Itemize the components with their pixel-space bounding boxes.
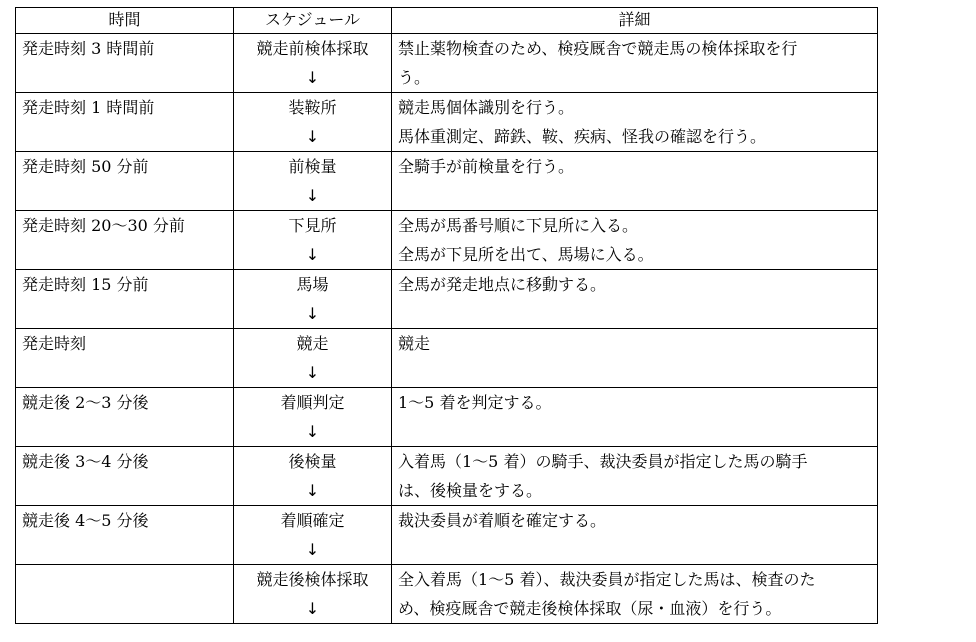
- table-row: [16, 329, 878, 388]
- detail-line: 全騎手が前検量を行う。: [398, 157, 575, 176]
- table-row: [16, 270, 878, 329]
- detail-line: 全馬が発走地点に移動する。: [398, 275, 607, 294]
- schedule-step-label: 下見所: [288, 216, 337, 235]
- schedule-step-label: 馬場: [296, 275, 329, 294]
- down-arrow-icon: ↓: [305, 540, 320, 559]
- time-cell: 発走時刻 1 時間前: [16, 93, 234, 152]
- schedule-cell: [234, 565, 392, 624]
- detail-cell: [392, 270, 878, 329]
- table-row: [16, 93, 878, 152]
- header-schedule: スケジュール: [234, 8, 392, 34]
- schedule-step-label: 前検量: [288, 157, 337, 176]
- detail-cell: [392, 388, 878, 447]
- down-arrow-icon: ↓: [305, 599, 320, 618]
- detail-line: 全入着馬（1～5 着）、裁決委員が指定した馬は、検査のた: [398, 570, 816, 589]
- detail-line: 入着馬（1～5 着）の騎手、裁決委員が指定した馬の騎手: [398, 452, 808, 471]
- down-arrow-icon: ↓: [305, 245, 320, 264]
- down-arrow-icon: ↓: [305, 127, 320, 146]
- detail-line: 馬体重測定、蹄鉄、鞍、疾病、怪我の確認を行う。: [398, 127, 767, 146]
- detail-cell: [392, 329, 878, 388]
- detail-cell: [392, 447, 878, 506]
- time-cell: 競走後 4～5 分後: [16, 506, 234, 565]
- header-row: [16, 8, 878, 34]
- schedule-cell: [234, 506, 392, 565]
- detail-cell: [392, 152, 878, 211]
- down-arrow-icon: ↓: [305, 422, 320, 441]
- down-arrow-icon: ↓: [305, 68, 320, 87]
- schedule-step-label: 着順判定: [280, 393, 345, 412]
- schedule-cell: [234, 93, 392, 152]
- down-arrow-icon: ↓: [305, 304, 320, 323]
- schedule-step-label: 着順確定: [280, 511, 345, 530]
- detail-line: 全馬が馬番号順に下見所に入る。: [398, 216, 639, 235]
- schedule-step-label: 装鞍所: [288, 98, 337, 117]
- time-cell: 発走時刻 20～30 分前: [16, 211, 234, 270]
- detail-cell: [392, 506, 878, 565]
- table-row: [16, 388, 878, 447]
- schedule-step-label: 競走後検体採取: [256, 570, 369, 589]
- time-cell: 発走時刻: [16, 329, 234, 388]
- time-cell: 競走後 3～4 分後: [16, 447, 234, 506]
- detail-line: は、後検量をする。: [398, 481, 543, 500]
- detail-line: 1～5 着を判定する。: [398, 393, 552, 412]
- schedule-cell: [234, 211, 392, 270]
- down-arrow-icon: ↓: [305, 363, 320, 382]
- detail-line: 競走馬個体識別を行う。: [398, 98, 575, 117]
- table-row: [16, 152, 878, 211]
- schedule-cell: [234, 329, 392, 388]
- table-row: [16, 211, 878, 270]
- detail-cell: [392, 34, 878, 93]
- down-arrow-icon: ↓: [305, 186, 320, 205]
- detail-line: 裁決委員が着順を確定する。: [398, 511, 607, 530]
- detail-line: 禁止薬物検査のため、検疫厩舎で競走馬の検体採取を行: [398, 39, 798, 58]
- schedule-table: [15, 7, 878, 624]
- detail-line: 全馬が下見所を出て、馬場に入る。: [398, 245, 654, 264]
- schedule-step-label: 後検量: [288, 452, 337, 471]
- header-detail: 詳細: [392, 8, 878, 34]
- detail-line: う。: [398, 68, 431, 87]
- schedule-cell: [234, 447, 392, 506]
- time-cell: 発走時刻 15 分前: [16, 270, 234, 329]
- table-row: [16, 506, 878, 565]
- schedule-step-label: 競走前検体採取: [256, 39, 369, 58]
- schedule-cell: [234, 34, 392, 93]
- detail-line: 競走: [398, 334, 431, 353]
- schedule-step-label: 競走: [296, 334, 329, 353]
- table-row: [16, 447, 878, 506]
- detail-cell: [392, 565, 878, 624]
- schedule-body: [16, 34, 878, 624]
- header-time: 時間: [16, 8, 234, 34]
- time-cell: 発走時刻 3 時間前: [16, 34, 234, 93]
- schedule-cell: [234, 152, 392, 211]
- time-cell: [16, 565, 234, 624]
- time-cell: 競走後 2～3 分後: [16, 388, 234, 447]
- table-row: [16, 565, 878, 624]
- detail-cell: [392, 211, 878, 270]
- time-cell: 発走時刻 50 分前: [16, 152, 234, 211]
- detail-cell: [392, 93, 878, 152]
- schedule-cell: [234, 388, 392, 447]
- schedule-cell: [234, 270, 392, 329]
- down-arrow-icon: ↓: [305, 481, 320, 500]
- detail-line: め、検疫厩舎で競走後検体採取（尿・血液）を行う。: [398, 599, 782, 618]
- table-row: [16, 34, 878, 93]
